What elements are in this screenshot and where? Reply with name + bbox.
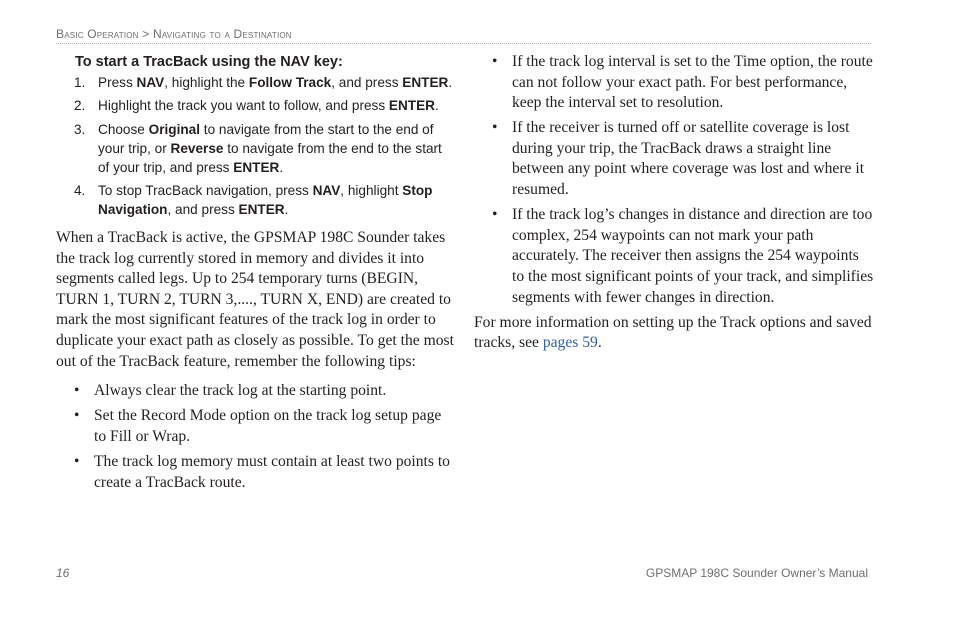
step-text: Highlight the track you want to follow, and press	[98, 98, 389, 113]
procedure-step	[56, 120, 456, 177]
step-keyword: ENTER	[238, 202, 285, 217]
step-keyword: Original	[148, 122, 201, 137]
tip-text: The track log memory must contain at least two points to create a TracBack route.	[94, 452, 450, 491]
tips-list-left	[56, 381, 456, 493]
tip-item	[56, 381, 456, 402]
procedure-step	[56, 73, 456, 92]
pages-link[interactable]: pages 59	[542, 334, 598, 352]
procedure-step	[56, 181, 456, 219]
bullet-marker: •	[74, 452, 80, 470]
tip-text: If the track log’s changes in distance and direction are too complex, 254 waypoints can not mark your path accurately. The receiver then assigns the 254 waypoints to the most significant points of your track, and simplifies segments with fewer changes in direction.	[512, 206, 874, 306]
left-column	[56, 52, 456, 493]
procedure-heading: To start a TracBack using the NAV key:	[75, 54, 343, 70]
tips-list-right	[474, 52, 874, 308]
bullet-marker: •	[74, 407, 80, 425]
step-text: .	[435, 98, 439, 113]
step-text: To stop TracBack navigation, press	[98, 183, 313, 198]
procedure-steps	[56, 73, 456, 219]
breadcrumb-section: Basic Operation	[56, 27, 139, 41]
step-keyword: NAV	[136, 75, 165, 90]
step-text: , and press	[331, 75, 403, 90]
step-keyword: ENTER	[233, 160, 280, 175]
more-info-paragraph	[474, 313, 874, 354]
step-text: to navigate from the end to the start of your trip, and press	[98, 141, 442, 175]
page-number: 16	[56, 566, 70, 580]
step-text: .	[279, 160, 284, 175]
tip-item	[474, 52, 874, 114]
step-keyword: Follow Track	[248, 75, 332, 90]
step-text: , highlight	[340, 183, 403, 198]
step-number: 2.	[74, 98, 86, 113]
right-column	[474, 52, 874, 354]
procedure-step	[56, 96, 456, 115]
more-info-text: For more information on setting up the Track options and saved tracks, see	[474, 313, 872, 352]
step-text: .	[284, 202, 289, 217]
tip-text: Set the Record Mode option on the track log setup page to Fill or Wrap.	[94, 407, 442, 445]
bullet-marker: •	[74, 382, 80, 400]
step-text: , and press	[167, 202, 239, 217]
header-divider	[56, 43, 871, 44]
bullet-marker: •	[492, 53, 498, 70]
more-info-end: .	[597, 334, 602, 352]
breadcrumb	[56, 27, 871, 41]
tip-item	[56, 406, 456, 447]
step-number: 1.	[74, 75, 86, 90]
breadcrumb-page: Navigating to a Destination	[152, 27, 292, 41]
manual-title: GPSMAP 198C Sounder Owner’s Manual	[645, 566, 868, 580]
tip-text: Always clear the track log at the starting point.	[94, 382, 387, 400]
step-text: to navigate from the start to the end of your trip, or	[98, 122, 434, 156]
step-keyword: Stop Navigation	[98, 183, 433, 217]
breadcrumb-separator: >	[142, 27, 150, 41]
step-number: 4.	[74, 183, 86, 198]
step-keyword: ENTER	[402, 75, 449, 90]
tip-item	[474, 205, 874, 308]
tip-item	[56, 452, 456, 493]
tip-text: If the track log interval is set to the Time option, the route can not follow your exact path. For best performance, keep the interval set to resolution.	[512, 53, 873, 112]
step-text: , highlight the	[164, 75, 249, 90]
step-text: Press	[98, 75, 137, 90]
step-keyword: NAV	[312, 183, 341, 198]
bullet-marker: •	[492, 119, 498, 137]
step-text: .	[448, 75, 453, 90]
tip-item	[474, 118, 874, 200]
body-paragraph: When a TracBack is active, the GPSMAP 198C Sounder takes the track log currently stored in memory and divides it into segments called legs. Up to 254 temporary turns (BEGIN, TURN 1, TURN 2, TURN 3,...., TURN X, END) are created to mark the most significant features of the track log in order to duplicate your exact path as closely as possible. To get the most out of the TracBack feature, remember the following tips:	[56, 229, 454, 370]
step-text: Choose	[98, 122, 149, 137]
step-keyword: Reverse	[170, 141, 224, 156]
step-number: 3.	[74, 122, 86, 137]
tip-text: If the receiver is turned off or satellite coverage is lost during your trip, the TracBack draws a straight line between any point where coverage was lost and where it resumed.	[512, 119, 865, 199]
bullet-marker: •	[492, 206, 498, 224]
step-keyword: ENTER	[388, 98, 435, 113]
